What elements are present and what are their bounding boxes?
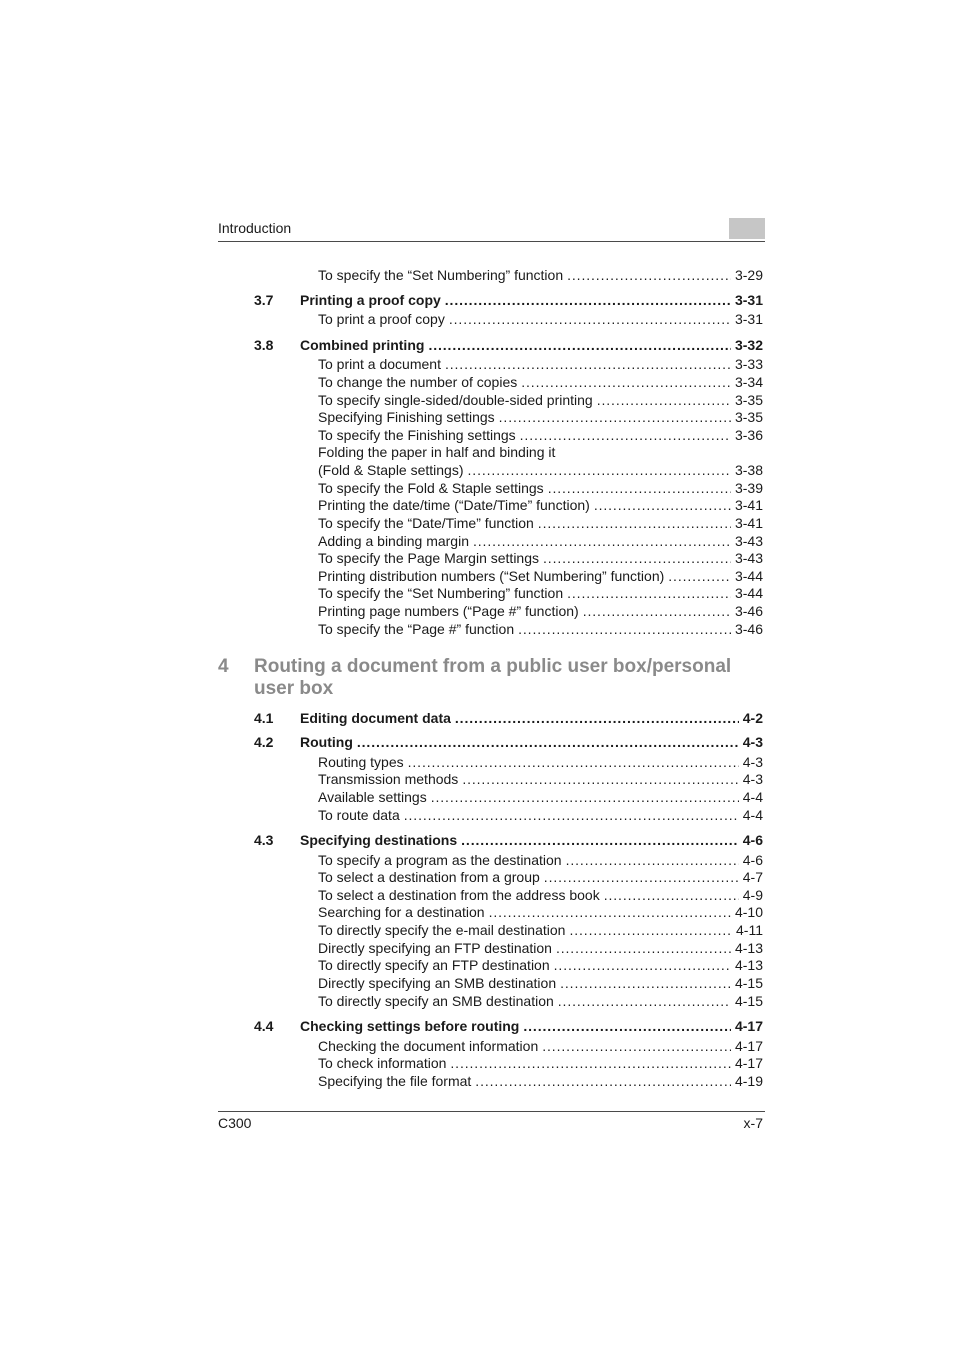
dot-leader — [520, 426, 731, 444]
toc-entry[interactable] — [318, 1054, 763, 1072]
dot-leader — [604, 886, 739, 904]
footer-divider — [218, 1111, 765, 1112]
page-ref: 4-17 — [734, 1038, 763, 1054]
dot-leader — [473, 532, 731, 550]
page-ref: 3-38 — [734, 462, 763, 478]
dot-leader — [548, 479, 731, 497]
toc-entry[interactable] — [318, 496, 763, 514]
page-ref: 3-41 — [734, 497, 763, 513]
toc-entry[interactable] — [318, 753, 763, 771]
dot-leader — [542, 1037, 731, 1055]
toc-entry[interactable] — [318, 461, 763, 479]
dot-leader — [357, 733, 739, 751]
dot-leader — [489, 903, 731, 921]
dot-leader — [543, 549, 731, 567]
toc-entry[interactable] — [318, 532, 763, 550]
entry-title: To check information — [318, 1055, 447, 1071]
page-ref: 4-10 — [734, 904, 763, 920]
toc-entry[interactable] — [318, 620, 763, 638]
entry-title: Adding a binding margin — [318, 533, 469, 549]
page-ref: 4-15 — [734, 993, 763, 1009]
section-title: Routing — [300, 734, 353, 750]
dot-leader — [445, 291, 731, 309]
section-number: 4.1 — [254, 710, 274, 726]
page-ref: 3-46 — [734, 603, 763, 619]
page-ref: 4-15 — [734, 975, 763, 991]
entry-title: To specify the Finishing settings — [318, 427, 516, 443]
toc-entry[interactable] — [318, 408, 763, 426]
section-number: 3.8 — [254, 337, 274, 353]
entry-title: To directly specify an FTP destination — [318, 957, 550, 973]
section-number: 4.2 — [254, 734, 274, 750]
section-title: Specifying destinations — [300, 832, 458, 848]
entry-title: To directly specify the e-mail destination — [318, 922, 566, 938]
dot-leader — [583, 602, 731, 620]
toc-entry[interactable] — [318, 567, 763, 585]
header-divider — [218, 241, 765, 242]
dot-leader — [523, 1017, 731, 1035]
page-ref: 4-7 — [742, 869, 763, 885]
toc-entry[interactable] — [318, 992, 763, 1010]
entry-title: To specify the “Page #” function — [318, 621, 515, 637]
toc-entry[interactable] — [318, 956, 763, 974]
entry-title: To specify the Fold & Staple settings — [318, 480, 544, 496]
toc-section-entry[interactable] — [300, 1017, 763, 1035]
dot-leader — [558, 992, 731, 1010]
dot-leader — [428, 336, 731, 354]
section-number: 4.4 — [254, 1018, 274, 1034]
entry-title: To change the number of copies — [318, 374, 518, 390]
entry-title: To specify the “Set Numbering” function — [318, 267, 564, 283]
entry-title: Printing the date/time (“Date/Time” function) — [318, 497, 590, 513]
dot-leader — [597, 391, 731, 409]
entry-title: To specify the “Date/Time” function — [318, 515, 534, 531]
entry-title: Routing types — [318, 754, 404, 770]
dot-leader — [567, 266, 731, 284]
entry-title: Specifying Finishing settings — [318, 409, 495, 425]
header-tab-block — [729, 218, 765, 239]
page-ref: 3-46 — [734, 621, 763, 637]
page-ref: 3-31 — [734, 292, 763, 308]
dot-leader — [455, 709, 739, 727]
footer-page-number: x-7 — [743, 1115, 763, 1131]
section-title: Checking settings before routing — [300, 1018, 520, 1034]
page-ref: 3-34 — [734, 374, 763, 390]
entry-title: Printing page numbers (“Page #” function) — [318, 603, 579, 619]
toc-entry[interactable] — [318, 1072, 763, 1090]
toc-section-entry[interactable] — [300, 733, 763, 751]
entry-title: To specify the “Set Numbering” function — [318, 585, 564, 601]
entry-title: To route data — [318, 807, 400, 823]
dot-leader — [566, 851, 739, 869]
toc-entry[interactable] — [318, 851, 763, 869]
toc-entry[interactable] — [318, 1037, 763, 1055]
dot-leader — [544, 868, 739, 886]
dot-leader — [445, 355, 731, 373]
toc-entry[interactable] — [318, 514, 763, 532]
entry-title: Checking the document information — [318, 1038, 539, 1054]
toc-entry[interactable] — [318, 310, 763, 328]
page-ref: 3-41 — [734, 515, 763, 531]
toc-section-entry[interactable] — [300, 831, 763, 849]
section-title: Editing document data — [300, 710, 451, 726]
entry-title: Available settings — [318, 789, 427, 805]
toc-entry[interactable] — [318, 391, 763, 409]
header-title: Introduction — [218, 220, 292, 236]
toc-entry[interactable] — [318, 788, 763, 806]
dot-leader — [408, 753, 739, 771]
entry-title: To print a proof copy — [318, 311, 445, 327]
page-ref: 4-11 — [736, 922, 763, 938]
toc-entry[interactable] — [318, 549, 763, 567]
dot-leader — [461, 831, 739, 849]
entry-title: Transmission methods — [318, 771, 459, 787]
dot-leader — [521, 373, 731, 391]
entry-title: Printing distribution numbers (“Set Numbering” function) — [318, 568, 665, 584]
toc-section-entry[interactable] — [300, 709, 763, 727]
page-ref: 4-4 — [742, 807, 763, 823]
entry-title: Searching for a destination — [318, 904, 485, 920]
toc-entry[interactable] — [318, 373, 763, 391]
entry-title: To select a destination from a group — [318, 869, 540, 885]
entry-title: Directly specifying an SMB destination — [318, 975, 557, 991]
page-ref: 4-9 — [742, 887, 763, 903]
toc-section-entry[interactable] — [300, 336, 763, 354]
dot-leader — [404, 806, 739, 824]
page-ref: 3-44 — [734, 568, 763, 584]
toc-entry[interactable] — [318, 584, 763, 602]
dot-leader — [462, 770, 738, 788]
page-ref: 4-3 — [742, 754, 763, 770]
toc-section-entry[interactable] — [300, 291, 763, 309]
entry-title: To specify single-sided/double-sided printing — [318, 392, 593, 408]
page-ref: 3-29 — [734, 267, 763, 283]
toc-entry[interactable] — [318, 479, 763, 497]
entry-title: To print a document — [318, 356, 441, 372]
entry-title: Folding the paper in half and binding it — [318, 444, 556, 460]
page-ref: 3-32 — [734, 337, 763, 353]
page-ref: 3-43 — [734, 533, 763, 549]
page-ref: 4-6 — [742, 852, 763, 868]
dot-leader — [554, 956, 731, 974]
entry-title: To directly specify an SMB destination — [318, 993, 554, 1009]
page-ref: 3-35 — [734, 392, 763, 408]
entry-title: To select a destination from the address book — [318, 887, 600, 903]
page-ref: 4-13 — [734, 957, 763, 973]
toc-entry[interactable] — [318, 266, 763, 284]
entry-title: Directly specifying an FTP destination — [318, 940, 552, 956]
dot-leader — [594, 496, 731, 514]
chapter-number: 4 — [218, 656, 229, 677]
toc-entry[interactable] — [318, 426, 763, 444]
page-ref: 4-2 — [742, 710, 763, 726]
page-ref: 3-43 — [734, 550, 763, 566]
entry-title: To specify the Page Margin settings — [318, 550, 540, 566]
entry-title: To specify a program as the destination — [318, 852, 562, 868]
dot-leader — [499, 408, 731, 426]
toc-entry[interactable] — [318, 770, 763, 788]
dot-leader — [468, 461, 731, 479]
entry-title: Specifying the file format — [318, 1073, 472, 1089]
section-title: Printing a proof copy — [300, 292, 441, 308]
page-ref: 3-39 — [734, 480, 763, 496]
toc-entry-text — [318, 443, 763, 461]
toc-entry[interactable] — [318, 806, 763, 824]
page-ref: 3-35 — [734, 409, 763, 425]
dot-leader — [449, 310, 731, 328]
page-ref: 3-31 — [734, 311, 763, 327]
dot-leader — [569, 921, 732, 939]
section-number: 3.7 — [254, 292, 274, 308]
footer-model: C300 — [218, 1115, 252, 1131]
page-ref: 4-13 — [734, 940, 763, 956]
page-ref: 4-17 — [734, 1018, 763, 1034]
section-number: 4.3 — [254, 832, 274, 848]
page-ref: 4-3 — [742, 771, 763, 787]
page-ref: 3-36 — [734, 427, 763, 443]
dot-leader — [538, 514, 731, 532]
page-ref: 4-19 — [734, 1073, 763, 1089]
toc-entry[interactable] — [318, 903, 763, 921]
page-ref: 3-44 — [734, 585, 763, 601]
dot-leader — [560, 974, 731, 992]
dot-leader — [431, 788, 739, 806]
dot-leader — [668, 567, 731, 585]
page-ref: 4-17 — [734, 1055, 763, 1071]
entry-title: (Fold & Staple settings) — [318, 462, 464, 478]
page-ref: 4-6 — [742, 832, 763, 848]
dot-leader — [475, 1072, 731, 1090]
toc-entry[interactable] — [318, 921, 763, 939]
dot-leader — [567, 584, 731, 602]
page-ref: 3-33 — [734, 356, 763, 372]
dot-leader — [556, 939, 731, 957]
toc-entry[interactable] — [318, 868, 763, 886]
dot-leader — [450, 1054, 731, 1072]
toc-entry[interactable] — [318, 355, 763, 373]
toc-entry[interactable] — [318, 886, 763, 904]
page-ref: 4-4 — [742, 789, 763, 805]
dot-leader — [518, 620, 731, 638]
chapter-title: Routing a document from a public user box/personal user box — [254, 656, 732, 699]
toc-entry[interactable] — [318, 602, 763, 620]
page-ref: 4-3 — [742, 734, 763, 750]
toc-entry[interactable] — [318, 939, 763, 957]
section-title: Combined printing — [300, 337, 425, 353]
toc-entry[interactable] — [318, 974, 763, 992]
